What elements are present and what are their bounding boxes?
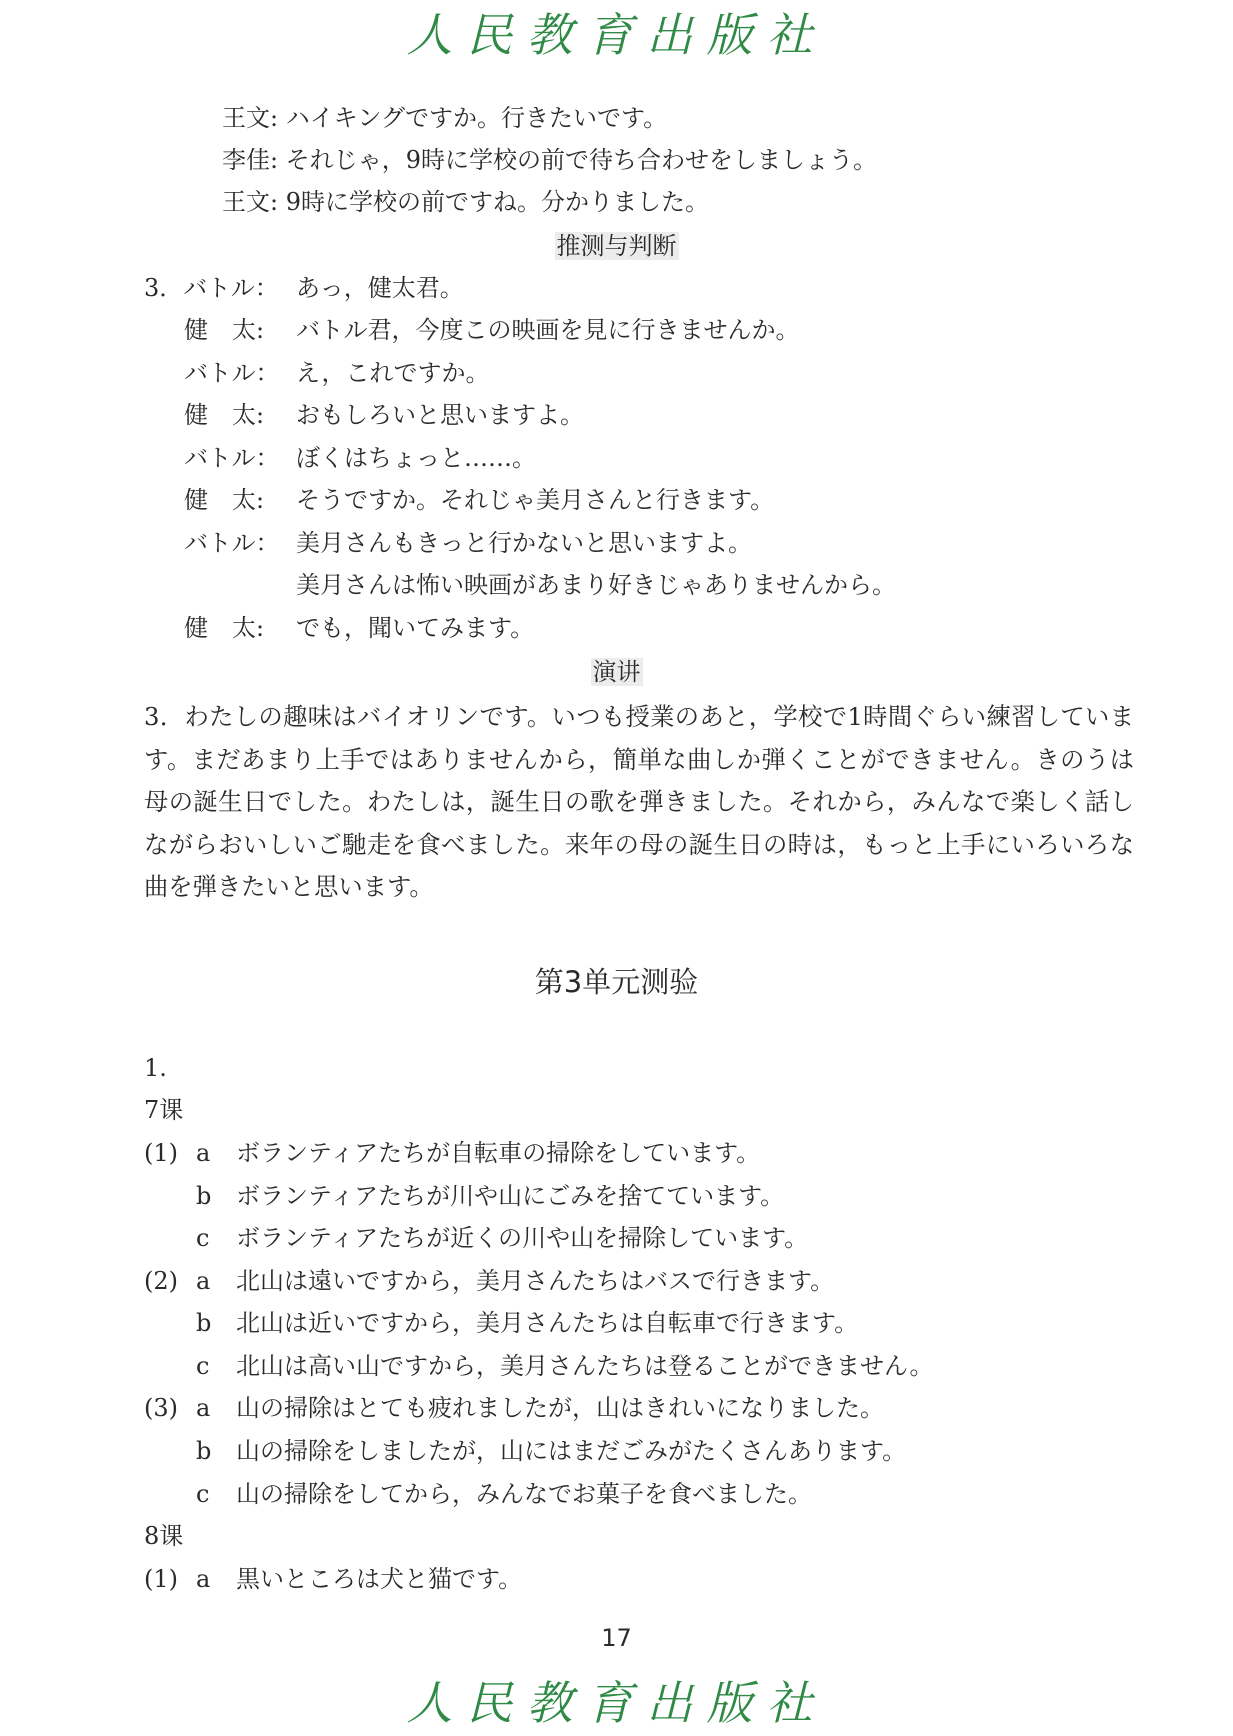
section-heading-inference	[0, 230, 1233, 262]
option-letter: a	[196, 1394, 211, 1422]
option-line	[144, 1435, 906, 1467]
speaker: 健 太:	[184, 614, 265, 642]
utterance: おもしろいと思いますよ。	[296, 401, 584, 429]
utterance: ハイキングですか。行きたいです。	[285, 104, 668, 132]
speaker: 王文:	[222, 188, 279, 216]
option-text: 北山は遠いですから，美月さんたちはバスで行きます。	[236, 1267, 835, 1295]
heading-text: 推测与判断	[556, 232, 677, 260]
dialog-line	[222, 186, 709, 218]
item-number: (1)	[144, 1139, 178, 1167]
speaker: 李佳:	[222, 146, 279, 174]
utterance: 9時に学校の前ですね。分かりました。	[285, 188, 710, 216]
option-letter: a	[196, 1267, 211, 1295]
publisher-logo-top: 人民教育出版社	[406, 8, 827, 62]
option-line	[144, 1137, 760, 1169]
dialog-line	[184, 442, 536, 474]
option-letter: b	[196, 1182, 212, 1210]
option-text: 黒いところは犬と猫です。	[236, 1565, 523, 1593]
dialog-line	[184, 357, 489, 389]
utterance: あっ，健太君。	[296, 274, 464, 302]
utterance: え，これですか。	[296, 359, 490, 387]
speaker: 健 太:	[184, 316, 265, 344]
option-line	[144, 1478, 812, 1510]
speaker: 健 太:	[184, 486, 265, 514]
option-text: 山の掃除はとても疲れましたが，山はきれいになりました。	[236, 1394, 884, 1422]
dialog-line	[184, 527, 752, 559]
speaker: バトル：	[184, 529, 280, 557]
dialog-line	[184, 484, 774, 516]
section-heading-speech	[0, 656, 1233, 688]
utterance: バトル君，今度この映画を見に行きませんか。	[296, 316, 800, 344]
utterance: ぼくはちょっと……。	[296, 444, 536, 472]
question-number: 1.	[144, 1054, 167, 1082]
option-line	[144, 1180, 784, 1212]
item-number: (1)	[144, 1565, 178, 1593]
option-text: 北山は近いですから，美月さんたちは自転車で行きます。	[236, 1309, 859, 1337]
option-text: 山の掃除をしましたが，山にはまだごみがたくさんあります。	[236, 1437, 907, 1465]
option-letter: c	[196, 1352, 210, 1380]
utterance: 美月さんは怖い映画があまり好きじゃありませんから。	[296, 571, 896, 599]
option-letter: a	[196, 1565, 211, 1593]
speaker: 3．バトル：	[144, 274, 279, 302]
dialog-line	[184, 314, 800, 346]
item-number: (3)	[144, 1394, 178, 1422]
utterance: でも，聞いてみます。	[296, 614, 535, 642]
option-text: ボランティアたちが自転車の掃除をしています。	[236, 1139, 761, 1167]
option-text: 山の掃除をしてから，みんなでお菓子を食べました。	[236, 1480, 812, 1508]
speaker: 健 太:	[184, 401, 265, 429]
dialog-line	[184, 569, 896, 601]
publisher-logo-bottom: 人民教育出版社	[406, 1676, 827, 1730]
option-line	[144, 1392, 884, 1424]
speaker: バトル：	[184, 444, 280, 472]
unit-title: 第3单元测验	[534, 965, 699, 999]
utterance: そうですか。それじゃ美月さんと行きます。	[296, 486, 775, 514]
option-letter: c	[196, 1480, 210, 1508]
option-text: 北山は高い山ですから，美月さんたちは登ることができません。	[236, 1352, 934, 1380]
option-line	[144, 1307, 858, 1339]
item-number: (2)	[144, 1267, 178, 1295]
option-text: ボランティアたちが近くの川や山を掃除しています。	[236, 1224, 809, 1252]
option-line	[144, 1265, 834, 1297]
lesson-label-8: 8课	[144, 1522, 184, 1550]
option-letter: b	[196, 1309, 212, 1337]
utterance: 美月さんもきっと行かないと思いますよ。	[296, 529, 752, 557]
option-text: ボランティアたちが川や山にごみを捨てています。	[236, 1182, 785, 1210]
speech-paragraph: 3．わたしの趣味はバイオリンです。いつも授業のあと，学校で1時間ぐらい練習しています。まだあまり上手ではありませんから，簡単な曲しか弾くことができません。きのうは母の誕生日でした。わたしは，誕生日の歌を弾きました。それから，みんなで楽しく話しながらおいしいご馳走を食べました。来年の母の誕生日の時は，もっと上手にいろいろな曲を弾きたいと思います。	[144, 702, 1134, 901]
option-letter: c	[196, 1224, 210, 1252]
dialog-line	[184, 399, 584, 431]
speaker: バトル：	[184, 359, 280, 387]
option-letter: b	[196, 1437, 212, 1465]
lesson-label-7: 7课	[144, 1096, 184, 1124]
option-line	[144, 1222, 808, 1254]
utterance: それじゃ，9時に学校の前で待ち合わせをしましょう。	[285, 146, 878, 174]
option-letter: a	[196, 1139, 211, 1167]
dialog-line	[222, 102, 667, 134]
dialog-line	[144, 272, 464, 304]
dialog-line	[222, 144, 877, 176]
option-line	[144, 1350, 933, 1382]
heading-text: 演讲	[592, 658, 641, 686]
dialog-line	[184, 612, 534, 644]
page-number: 17	[601, 1624, 632, 1652]
option-line	[144, 1563, 522, 1595]
speaker: 王文:	[222, 104, 279, 132]
